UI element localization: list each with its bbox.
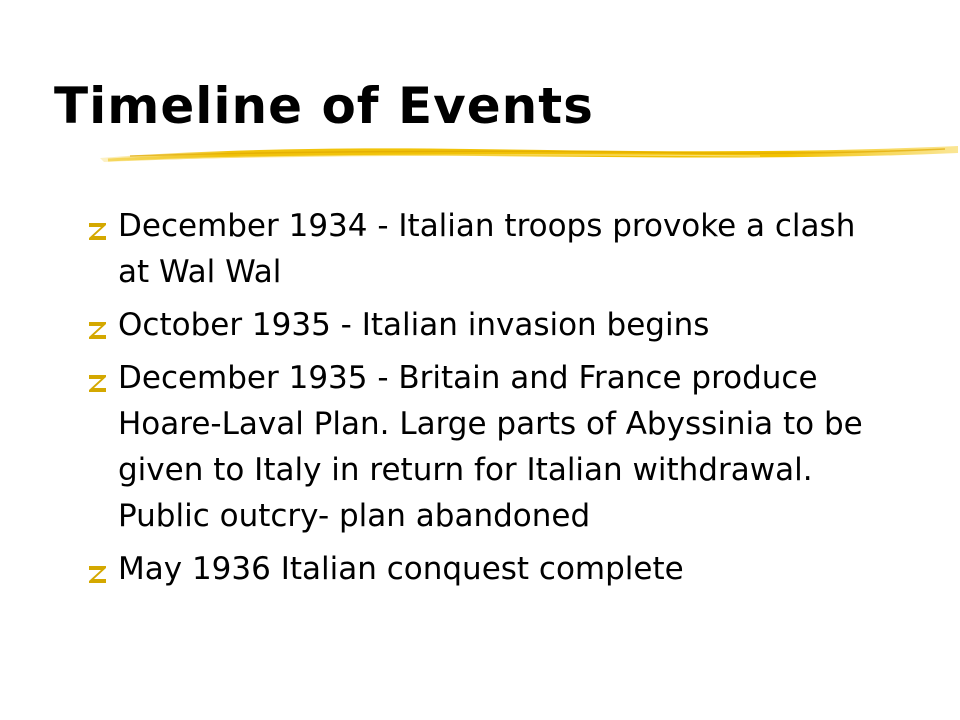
z-bullet-icon [86,203,118,249]
z-bullet-icon [86,355,118,401]
bullet-item [86,355,876,539]
z-bullet-icon [86,302,118,348]
bullet-item [86,546,876,592]
title-underline-brushstroke [0,136,960,176]
bullet-item [86,302,876,348]
bullet-text: May 1936 Italian conquest complete [118,551,684,587]
bullet-text: October 1935 - Italian invasion begins [118,307,710,343]
slide-title: Timeline of Events [54,77,594,135]
bullet-item [86,203,876,295]
bullet-text: December 1935 - Britain and France produce Hoare-Laval Plan. Large parts of Abyssinia to be given to Italy in return for Italian withdrawal. Public outcry- plan abandoned [118,360,863,534]
bullet-text: December 1934 - Italian troops provoke a clash at Wal Wal [118,208,856,290]
bullet-list [86,203,876,599]
z-bullet-icon [86,546,118,592]
